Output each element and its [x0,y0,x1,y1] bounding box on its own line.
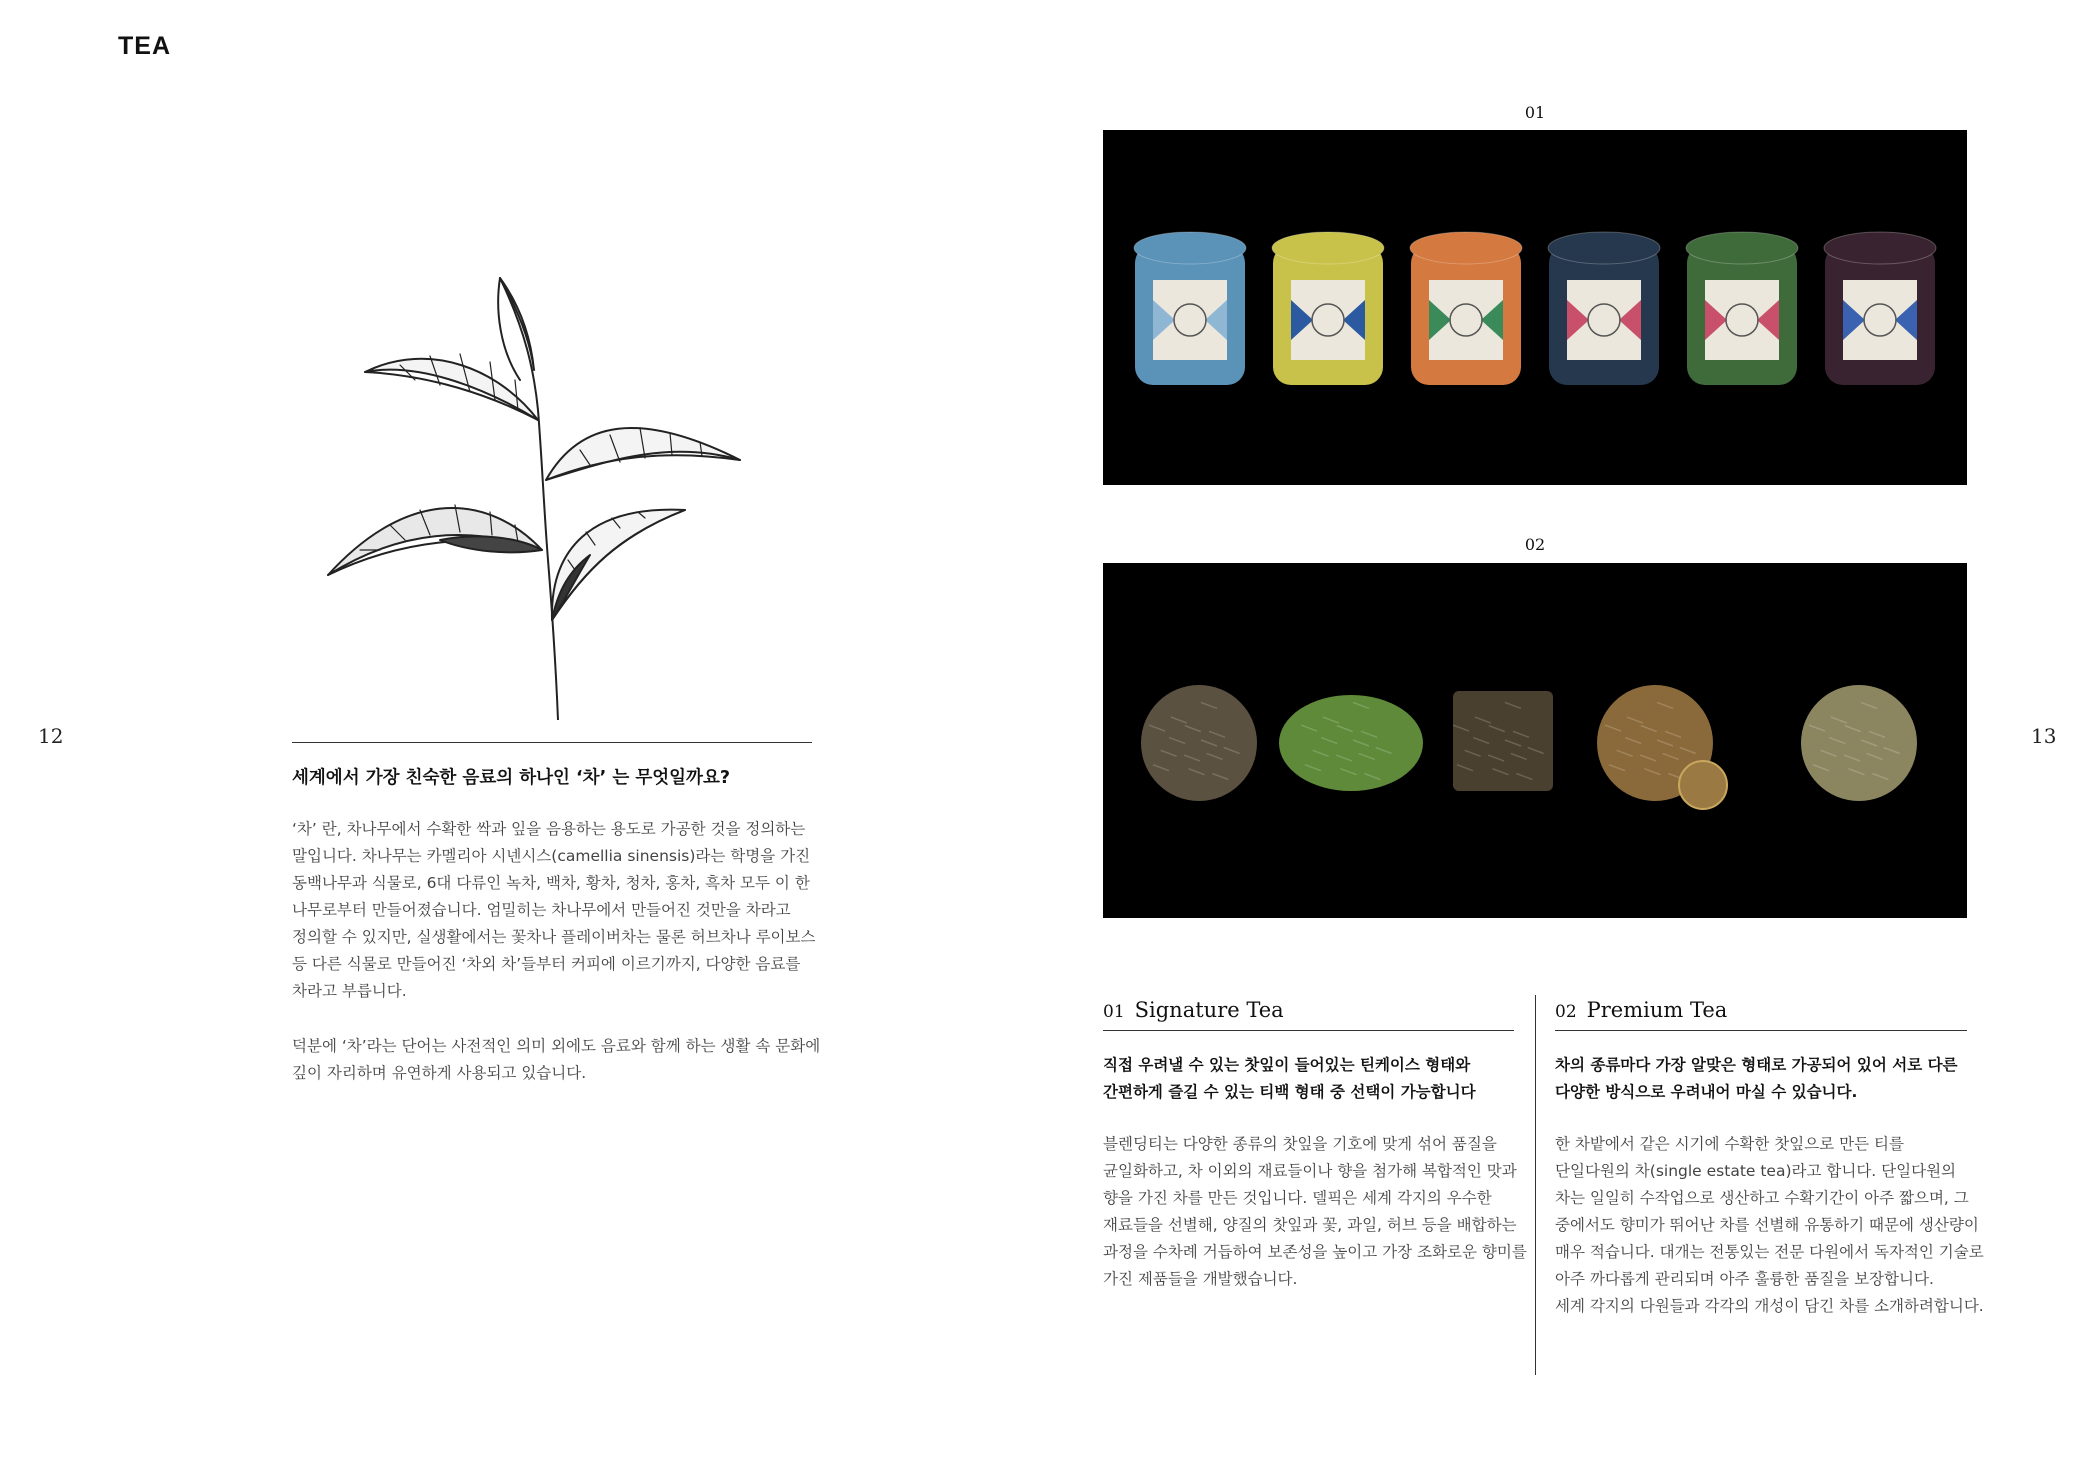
premium-subtitle: 차의 종류마다 가장 알맞은 형태로 가공되어 있어 서로 다른 다양한 방식으로 우려내어 마실 수 있습니다. [1555,1056,1958,1101]
signature-tea-number: 01 [1103,1002,1125,1022]
premium-tea-label: Premium Tea [1586,998,1728,1022]
signature-body: 블렌딩티는 다양한 종류의 찻잎을 기호에 맞게 섞어 품질을 균일화하고, 차 이외의 재료들이나 향을 첨가해 복합적인 맛과 향을 가진 차를 만든 것입니다. 델픽은 세계 각지의 우수한 재료들을 선별해, 양질의 찻잎과 꽃, 과일, 허브 등을 배합하는 과정을 수차례 거듭하여 보존성을 높이고 가장 조화로운 향미를 가진 제품들을 개발했습니다. [1103,1135,1527,1288]
signature-tea-label: Signature Tea [1134,998,1284,1022]
tea-tin-4 [1548,232,1660,385]
signature-divider [1103,1030,1514,1031]
signature-subtitle: 직접 우려낼 수 있는 찻잎이 들어있는 틴케이스 형태와 간편하게 즐길 수 있는 티백 형태 중 선택이 가능합니다 [1103,1056,1476,1101]
tea-sample-2 [1279,695,1423,791]
premium-body: 한 차밭에서 같은 시기에 수확한 찻잎으로 만든 티를 단일다원의 차(single estate tea)라고 합니다. 단일다원의 차는 일일히 수작업으로 생산하고 수확기간이 아주 짧으며, 그 중에서도 향미가 뛰어난 차를 선별해 유통하기 때문에 생산량이 매우 적습니다. 대개는 전통있는 전문 다원에서 독자적인 기술로 아주 까다롭게 관리되며 아주 훌륭한 품질을 보장합니다. 세계 각지의 다원들과 각각의 개성이 담긴 차를 소개하려합니다. [1555,1135,1984,1315]
tea-tin-2 [1272,232,1384,385]
tea-sample-3 [1453,691,1553,791]
signature-tea-title [1103,998,1284,1022]
tea-sample-5 [1801,685,1917,801]
premium-tea-number: 02 [1555,1002,1577,1022]
tea-tins-photo [1103,130,1967,485]
left-divider [292,742,812,743]
page-number-left: 12 [38,724,64,748]
tea-tin-6 [1824,232,1936,385]
tea-tin-3 [1410,232,1522,385]
tea-tin-1 [1134,232,1246,385]
brand-title: TEA [118,32,171,60]
loose-tea-graphic [1103,563,1967,918]
tea-sample-4 [1597,685,1727,809]
tea-leaf-illustration [320,270,780,720]
left-paragraph-1: ‘차’ 란, 차나무에서 수확한 싹과 잎을 음용하는 용도로 가공한 것을 정의하는 말입니다. 차나무는 카멜리아 시넨시스(camellia sinensis)라는 학명을 가진 동백나무과 식물로, 6대 다류인 녹차, 백차, 황차, 청차, 홍차, 흑차 모두 이 한 나무로부터 만들어졌습니다. 엄밀히는 차나무에서 만들어진 것만을 차라고 정의할 수 있지만, 실생활에서는 꽃차나 플레이버차는 물론 허브차나 루이보스 등 다른 식물로 만들어진 ‘차외 차’들부터 커피에 이르기까지, 다양한 음료를 차라고 부릅니다. [292,820,816,1000]
tea-sample-1 [1141,685,1257,801]
left-heading: 세계에서 가장 친숙한 음료의 하나인 ‘차’ 는 무엇일까요? [292,768,731,788]
page-number-right: 13 [2031,724,2057,748]
premium-tea-title [1555,998,1727,1022]
tea-tins-graphic [1103,130,1967,485]
premium-divider [1555,1030,1967,1031]
loose-tea-photo [1103,563,1967,918]
tea-tin-5 [1686,232,1798,385]
image-label-01: 01 [1524,103,1546,122]
column-divider [1535,995,1536,1375]
image-label-02: 02 [1524,535,1546,554]
left-paragraph-2: 덕분에 ‘차’라는 단어는 사전적인 의미 외에도 음료와 함께 하는 생활 속 문화에 깊이 자리하며 유연하게 사용되고 있습니다. [292,1037,821,1082]
